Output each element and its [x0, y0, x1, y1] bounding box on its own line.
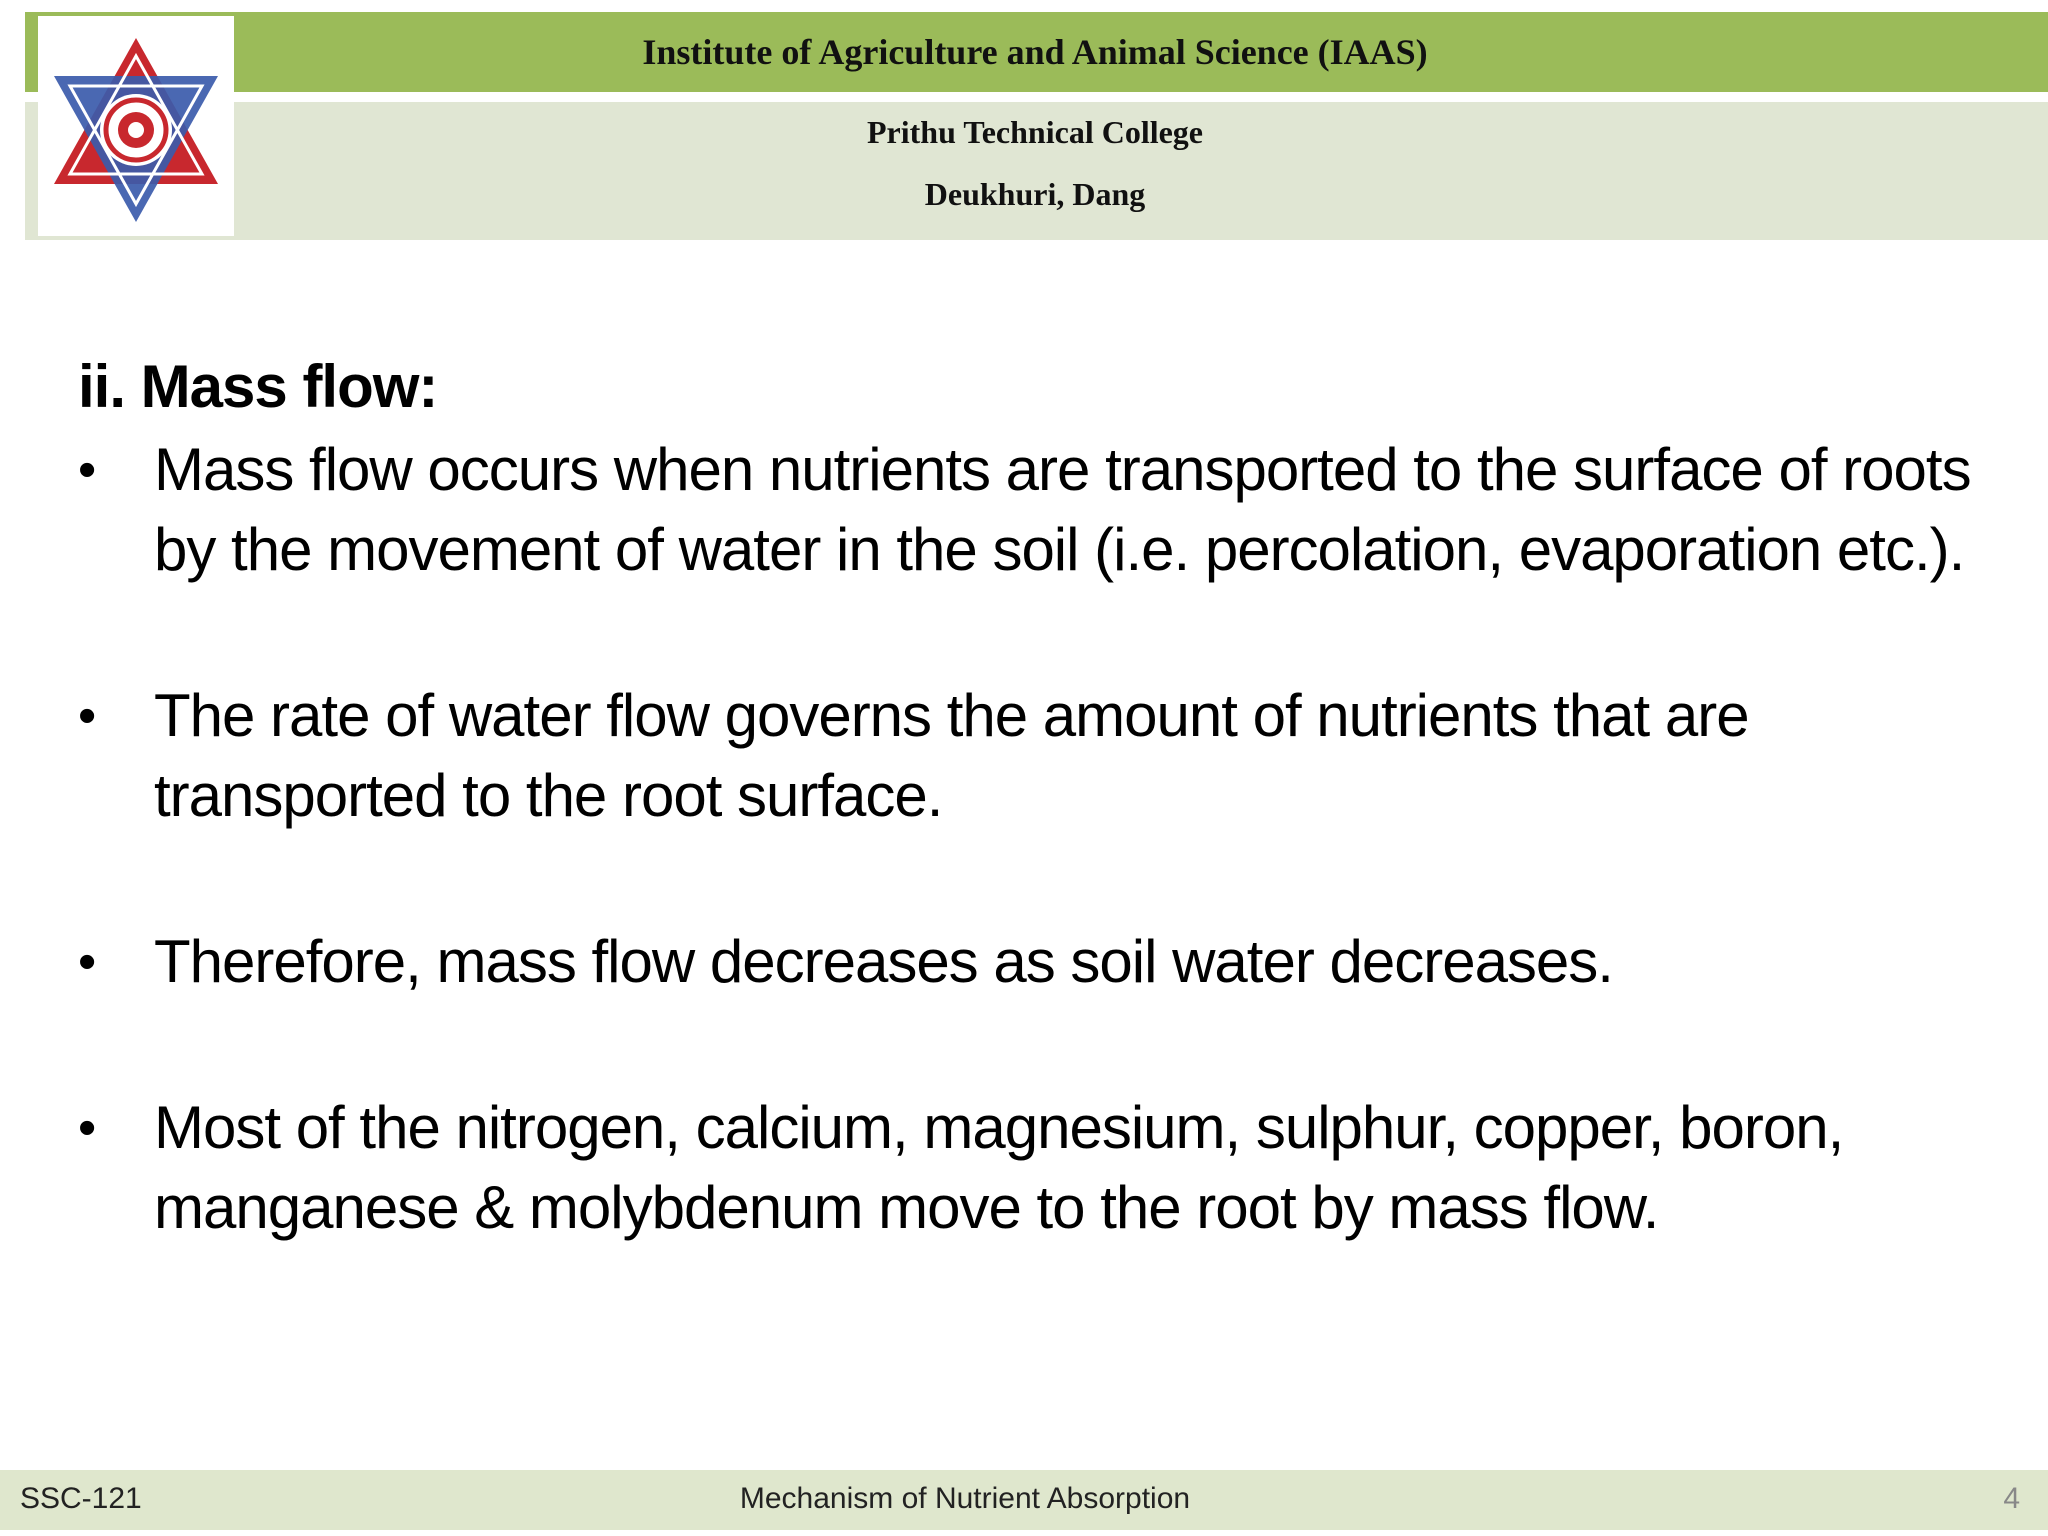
bullet-item [78, 430, 2018, 590]
bullet-text: Therefore, mass flow decreases as soil water decreases. [154, 928, 1613, 995]
college-location: Deukhuri, Dang [924, 176, 1146, 212]
bullet-item [78, 922, 2018, 1002]
course-code: SSC-121 [20, 1482, 142, 1515]
bullet-icon: • [78, 441, 96, 499]
bullet-icon: • [78, 1099, 96, 1157]
slide-footer [0, 1470, 2048, 1530]
bullet-text: Mass flow occurs when nutrients are transported to the surface of roots by the movement of water in the soil (i.e. percolation, evaporation etc.). [154, 436, 1971, 583]
bullet-item [78, 1088, 2018, 1248]
page-number: 4 [2003, 1482, 2020, 1515]
slide-heading: ii. Mass flow: [78, 353, 438, 420]
bullet-icon: • [78, 687, 96, 745]
institution-logo [38, 16, 234, 236]
bullet-item [78, 676, 2018, 836]
institute-name: Institute of Agriculture and Animal Science (IAAS) [642, 32, 1428, 72]
college-name: Prithu Technical College [867, 114, 1203, 150]
bullet-list [78, 430, 2018, 1334]
footer-topic: Mechanism of Nutrient Absorption [739, 1482, 1191, 1515]
bullet-text: The rate of water flow governs the amount of nutrients that are transported to the root surface. [154, 682, 1749, 829]
bullet-text: Most of the nitrogen, calcium, magnesium, sulphur, copper, boron, manganese & molybdenum move to the root by mass flow. [154, 1094, 1844, 1241]
bullet-icon: • [78, 933, 96, 991]
tribhuvan-university-seal-icon [38, 16, 234, 236]
